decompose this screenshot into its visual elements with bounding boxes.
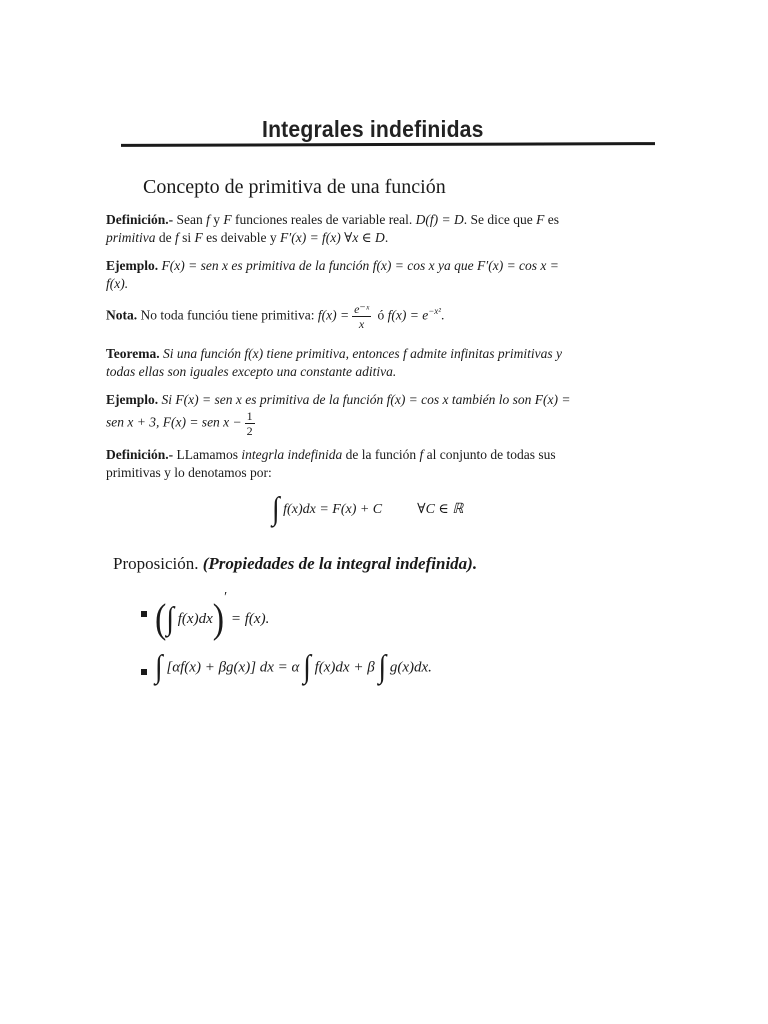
- note-label: Nota.: [106, 307, 138, 323]
- definition-label: Definición.-: [106, 212, 174, 227]
- example-label: Ejemplo.: [106, 392, 159, 407]
- definition-paragraph-2: Definición.- LLamamos integrla indefinida de la función f al conjunto de todas sus primitivas y lo denotamos por:: [106, 447, 556, 480]
- example-label: Ejemplo.: [106, 258, 159, 273]
- example-paragraph-2: Ejemplo. Si F(x) = sen x es primitiva de la función f(x) = cos x también lo son F(x) = sen x + 3, F(x) = sen x − $\frac{1}{2}$: [106, 392, 571, 438]
- fraction-one-half: $\frac{1}{2}$: [246, 409, 253, 438]
- property-derivative-of-integral: (∫ f(x)dx)′ = f(x).: [155, 590, 270, 642]
- title-underline: [121, 142, 655, 147]
- bullet-icon: [141, 611, 147, 617]
- integral-sign-icon: ∫: [166, 601, 174, 637]
- section-heading: Concepto de primitiva de una función: [143, 176, 446, 198]
- page-title: Integrales indefinidas: [262, 116, 484, 142]
- integral-sign-icon: ∫: [303, 649, 311, 686]
- fraction-e-over-x: $\frac{\text{e⁻ˣ}}{x}$: [354, 302, 370, 331]
- definition-label: Definición.-: [106, 447, 174, 462]
- note-paragraph: Nota. No toda funcióu tiene primitiva: f(x) = $\frac{\text{e⁻ˣ}}{x}$ ó $f(x) = e^{-x^2}$.: [106, 302, 445, 331]
- definition-paragraph-1: Definición.- Sean f y F funciones reales de variable real. D(f) = D. Se dice que F es primitiva de f si F es deivable y F′(x) = f(x) ∀x ∈ D.: [106, 212, 560, 245]
- indefinite-integral-formula: ∫ f(x)dx = F(x) + C ∀C ∈ ℝ: [272, 491, 464, 528]
- theorem-paragraph: Teorema. Si una función f(x) tiene primitiva, entonces f admite infinitas primitivas y todas ellas son iguales excepto una constante aditiva.: [106, 346, 562, 379]
- property-linearity: ∫ [αf(x) + βg(x)] dx = α ∫ f(x)dx + β ∫ g(x)dx.: [155, 649, 432, 686]
- bullet-icon: [141, 669, 147, 675]
- example-paragraph-1: Ejemplo. F(x) = sen x es primitiva de la función f(x) = cos x ya que F′(x) = cos x = f(x).: [106, 258, 559, 291]
- proposition-heading: Proposición. (Propiedades de la integral indefinida).: [113, 554, 478, 573]
- integral-sign-icon: ∫: [272, 491, 280, 528]
- theorem-label: Teorema.: [106, 346, 160, 361]
- integral-sign-icon: ∫: [378, 649, 387, 686]
- integral-sign-icon: ∫: [155, 649, 163, 686]
